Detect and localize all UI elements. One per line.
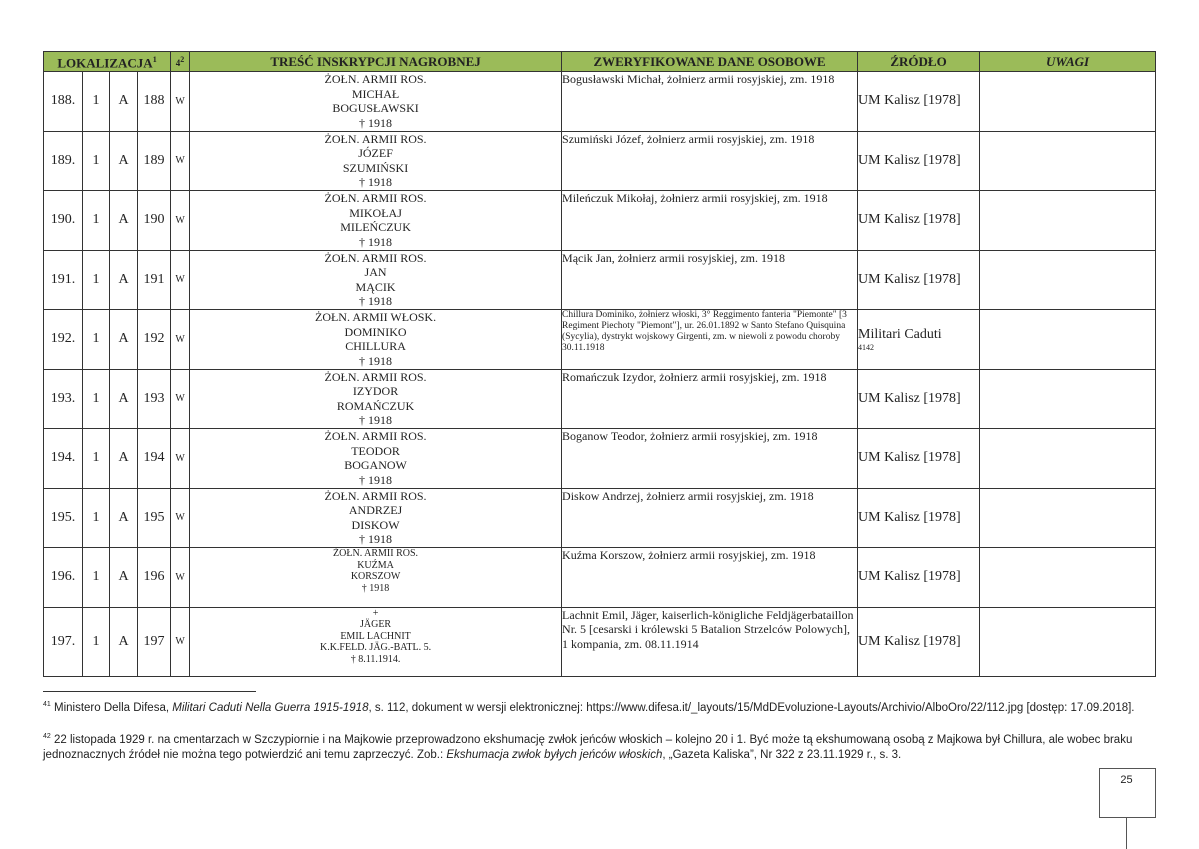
- inscription-line: TEODOR: [351, 443, 400, 458]
- inscription-cell: [190, 607, 562, 676]
- table-row: [44, 250, 1156, 310]
- loc-field: 1: [83, 369, 110, 429]
- inscription-line: † 1918: [359, 353, 393, 368]
- inscription-cell: [190, 310, 562, 370]
- loc-grave: 197: [138, 607, 171, 676]
- inscription-line: BOGUSŁAWSKI: [332, 101, 419, 115]
- inscription-cell: [190, 429, 562, 489]
- inscription-line: DOMINIKO: [344, 324, 407, 339]
- grave-type: W: [171, 250, 190, 310]
- loc-field: 1: [83, 429, 110, 489]
- source-text: UM Kalisz [1978]: [858, 271, 961, 287]
- row-number: 196.: [44, 548, 83, 608]
- page-number-line: [1126, 817, 1127, 849]
- grave-type: W: [171, 488, 190, 548]
- inscription-line: KORSZOW: [350, 571, 401, 582]
- inscription-cell: [190, 131, 562, 191]
- inscription-line: † 1918: [359, 234, 393, 249]
- loc-row: A: [110, 131, 138, 191]
- verified-data: Kuźma Korszow, żołnierz armii rosyjskiej, zm. 1918: [562, 548, 858, 608]
- loc-row: A: [110, 488, 138, 548]
- inscription-line: ŻOŁN. ARMII ROS.: [333, 548, 419, 559]
- row-number: 194.: [44, 429, 83, 489]
- footnote-41: $^{41}$ Ministero Della Difesa, Militari Caduti Nella Guerra 1915-1918, s. 112, dokument w wersji elektronicznej: https://www.difesa.it/_layouts/15/MdDEvoluzione-Layouts/Archivio/AlboOro/22/112.jpg [dostęp: 17.09.2018].: [43, 701, 1135, 714]
- row-number: 192.: [44, 310, 83, 370]
- remarks-cell: [980, 250, 1156, 310]
- table-row: [44, 191, 1156, 251]
- source-cell: [858, 369, 980, 429]
- inscription-cell: [190, 250, 562, 310]
- verified-data: Chillura Dominiko, żołnierz włoski, 3° Reggimento fanteria "Piemonte" [3 Regiment Piechoty "Piemont"], ur. 26.01.1892 w Santo Stefano Quisquina (Sycylia), dystrykt wojskowy Girgenti, zm. w niewoli z powodu choroby 30.11.1918: [562, 310, 858, 370]
- loc-row: A: [110, 310, 138, 370]
- remarks-cell: [980, 131, 1156, 191]
- table-row: [44, 369, 1156, 429]
- footnote-separator: [43, 691, 256, 692]
- source-cell: [858, 131, 980, 191]
- verified-data: Bogusławski Michał, żołnierz armii rosyjskiej, zm. 1918: [562, 72, 858, 132]
- source-cell: [858, 72, 980, 132]
- page-number: 25: [1120, 774, 1133, 786]
- loc-row: A: [110, 191, 138, 251]
- row-number: 189.: [44, 131, 83, 191]
- inscription-line: ŻOŁN. ARMII ROS.: [324, 488, 427, 503]
- inscription-line: ŻOŁN. ARMII ROS.: [324, 72, 427, 86]
- source-cell: [858, 548, 980, 608]
- table-row: [44, 131, 1156, 191]
- source-footnote-ref: 4142: [858, 342, 875, 352]
- source-cell: [858, 250, 980, 310]
- loc-field: 1: [83, 488, 110, 548]
- inscription-line: MĄCIK: [355, 279, 396, 294]
- verified-data: Romańczuk Izydor, żołnierz armii rosyjskiej, zm. 1918: [562, 369, 858, 429]
- loc-grave: 193: [138, 369, 171, 429]
- inscription-cell: [190, 191, 562, 251]
- loc-grave: 194: [138, 429, 171, 489]
- inscription-cell: [190, 369, 562, 429]
- grave-type: W: [171, 131, 190, 191]
- table-row: [44, 548, 1156, 608]
- row-number: 188.: [44, 72, 83, 132]
- loc-grave: 192: [138, 310, 171, 370]
- source-text: UM Kalisz [1978]: [858, 390, 961, 406]
- inscription-line: † 1918: [359, 532, 393, 546]
- remarks-cell: [980, 310, 1156, 370]
- source-cell: [858, 607, 980, 676]
- table-row: [44, 429, 1156, 489]
- verified-data: Lachnit Emil, Jäger, kaiserlich-königliche Feldjägerbataillon Nr. 5 [cesarski i królewski 5 Batalion Strzelców Polowych], 1 kompania, zm. 08.11.1914: [562, 607, 858, 676]
- header-dane: ZWERYFIKOWANE DANE OSOBOWE: [562, 52, 858, 72]
- header-uwagi: UWAGI: [980, 52, 1156, 72]
- remarks-cell: [980, 72, 1156, 132]
- source-cell: [858, 191, 980, 251]
- remarks-cell: [980, 488, 1156, 548]
- footnote-42: $^{42}$ 22 listopada 1929 r. na cmentarzach w Szczypiornie i na Majkowie przeprowadzono ekshumację zwłok jeńców włoskich – kolejno 20 i 1. Być może tą ekshumowaną osobą z Majkowa był Chillura, ale wobec braku jednoznacznych źródeł nie można tego potwierdzić ani temu zaprzeczyć. Zob.: Ekshumacja zwłok byłych jeńców włoskich, „Gazeta Kaliska”, Nr 322 z 23.11.1929 r., s. 3.: [43, 733, 1133, 761]
- inscription-cell: [190, 488, 562, 548]
- inscription-cell: [190, 548, 562, 608]
- inscription-line: CHILLURA: [345, 339, 406, 353]
- remarks-cell: [980, 607, 1156, 676]
- row-number: 193.: [44, 369, 83, 429]
- inscription-line: +: [372, 607, 379, 619]
- inscription-line: K.K.FELD. JÄG.-BATL. 5.: [319, 642, 432, 653]
- source-cell: [858, 310, 980, 370]
- loc-row: A: [110, 250, 138, 310]
- inscription-line: † 1918: [359, 115, 393, 130]
- source-text: UM Kalisz [1978]: [858, 633, 961, 649]
- table-row: [44, 310, 1156, 370]
- loc-field: 1: [83, 548, 110, 608]
- inscription-line: ANDRZEJ: [348, 503, 403, 517]
- loc-field: 1: [83, 607, 110, 676]
- header-col4: $4^2$: [171, 52, 190, 72]
- source-text: UM Kalisz [1978]: [858, 152, 961, 168]
- inscription-line: ŻOŁN. ARMII ROS.: [324, 369, 427, 384]
- loc-grave: 191: [138, 250, 171, 310]
- remarks-cell: [980, 369, 1156, 429]
- inscription-line: † 1918: [359, 472, 393, 487]
- verified-data: Mącik Jan, żołnierz armii rosyjskiej, zm. 1918: [562, 250, 858, 310]
- grave-type: W: [171, 369, 190, 429]
- loc-grave: 190: [138, 191, 171, 251]
- inscription-line: IZYDOR: [352, 384, 399, 398]
- row-number: 195.: [44, 488, 83, 548]
- row-number: 197.: [44, 607, 83, 676]
- inscription-line: ŻOŁN. ARMII ROS.: [324, 250, 427, 265]
- header-zrodlo: ŹRÓDŁO: [858, 52, 980, 72]
- grave-type: W: [171, 72, 190, 132]
- loc-grave: 189: [138, 131, 171, 191]
- verified-data: Szumiński Józef, żołnierz armii rosyjskiej, zm. 1918: [562, 131, 858, 191]
- grave-type: W: [171, 191, 190, 251]
- loc-grave: 196: [138, 548, 171, 608]
- loc-field: 1: [83, 131, 110, 191]
- table-row: [44, 488, 1156, 548]
- inscription-line: SZUMIŃSKI: [342, 160, 409, 175]
- inscription-line: BOGANOW: [344, 458, 407, 472]
- inscription-line: † 1918: [359, 413, 393, 427]
- remarks-cell: [980, 548, 1156, 608]
- loc-grave: 188: [138, 72, 171, 132]
- inscription-line: ŻOŁN. ARMII ROS.: [324, 131, 427, 146]
- loc-field: 1: [83, 310, 110, 370]
- grave-type: W: [171, 607, 190, 676]
- verified-data: Mileńczuk Mikołaj, żołnierz armii rosyjskiej, zm. 1918: [562, 191, 858, 251]
- row-number: 191.: [44, 250, 83, 310]
- header-lokalizacja: LOKALIZACJA$^1$: [44, 52, 171, 72]
- loc-field: 1: [83, 72, 110, 132]
- source-text: UM Kalisz [1978]: [858, 569, 961, 585]
- loc-grave: 195: [138, 488, 171, 548]
- inscription-line: MILEŃCZUK: [340, 220, 411, 234]
- loc-row: A: [110, 72, 138, 132]
- row-number: 190.: [44, 191, 83, 251]
- inscription-line: † 1918: [359, 175, 393, 189]
- inscription-line: ŻOŁN. ARMII ROS.: [324, 191, 427, 205]
- inscription-line: KUŹMA: [357, 559, 394, 571]
- inscription-line: MICHAŁ: [351, 86, 400, 101]
- source-text: UM Kalisz [1978]: [858, 450, 961, 466]
- grave-type: W: [171, 429, 190, 489]
- loc-row: A: [110, 607, 138, 676]
- loc-row: A: [110, 429, 138, 489]
- inscription-line: JÓZEF: [358, 146, 393, 160]
- source-text: UM Kalisz [1978]: [858, 509, 961, 525]
- inscription-cell: [190, 72, 562, 132]
- table-row: [44, 72, 1156, 132]
- source-cell: [858, 488, 980, 548]
- inscription-line: JAN: [364, 265, 387, 279]
- inscription-line: † 1918: [359, 294, 393, 308]
- source-text: UM Kalisz [1978]: [858, 212, 961, 228]
- grave-type: W: [171, 548, 190, 608]
- remarks-cell: [980, 429, 1156, 489]
- remarks-cell: [980, 191, 1156, 251]
- source-cell: [858, 429, 980, 489]
- header-tresc: TREŚĆ INSKRYPCJI NAGROBNEJ: [190, 52, 562, 72]
- burial-register-table: [43, 51, 1156, 677]
- inscription-line: MIKOŁAJ: [349, 205, 402, 220]
- inscription-line: ŻOŁN. ARMII ROS.: [324, 429, 427, 443]
- inscription-line: † 8.11.1914.: [350, 653, 401, 665]
- verified-data: Boganow Teodor, żołnierz armii rosyjskiej, zm. 1918: [562, 429, 858, 489]
- inscription-line: ŻOŁN. ARMII WŁOSK.: [314, 310, 437, 324]
- header-row: [44, 52, 1156, 72]
- source-text: UM Kalisz [1978]: [858, 93, 961, 109]
- loc-row: A: [110, 548, 138, 608]
- loc-row: A: [110, 369, 138, 429]
- verified-data: Diskow Andrzej, żołnierz armii rosyjskiej, zm. 1918: [562, 488, 858, 548]
- loc-field: 1: [83, 250, 110, 310]
- grave-type: W: [171, 310, 190, 370]
- inscription-line: EMIL LACHNIT: [340, 630, 411, 642]
- table-row: [44, 607, 1156, 676]
- inscription-line: DISKOW: [351, 517, 400, 532]
- source-text: Militari Caduti: [858, 326, 942, 342]
- inscription-line: † 1918: [361, 582, 390, 594]
- inscription-line: JÄGER: [359, 619, 392, 630]
- loc-field: 1: [83, 191, 110, 251]
- inscription-line: ROMAŃCZUK: [336, 398, 415, 413]
